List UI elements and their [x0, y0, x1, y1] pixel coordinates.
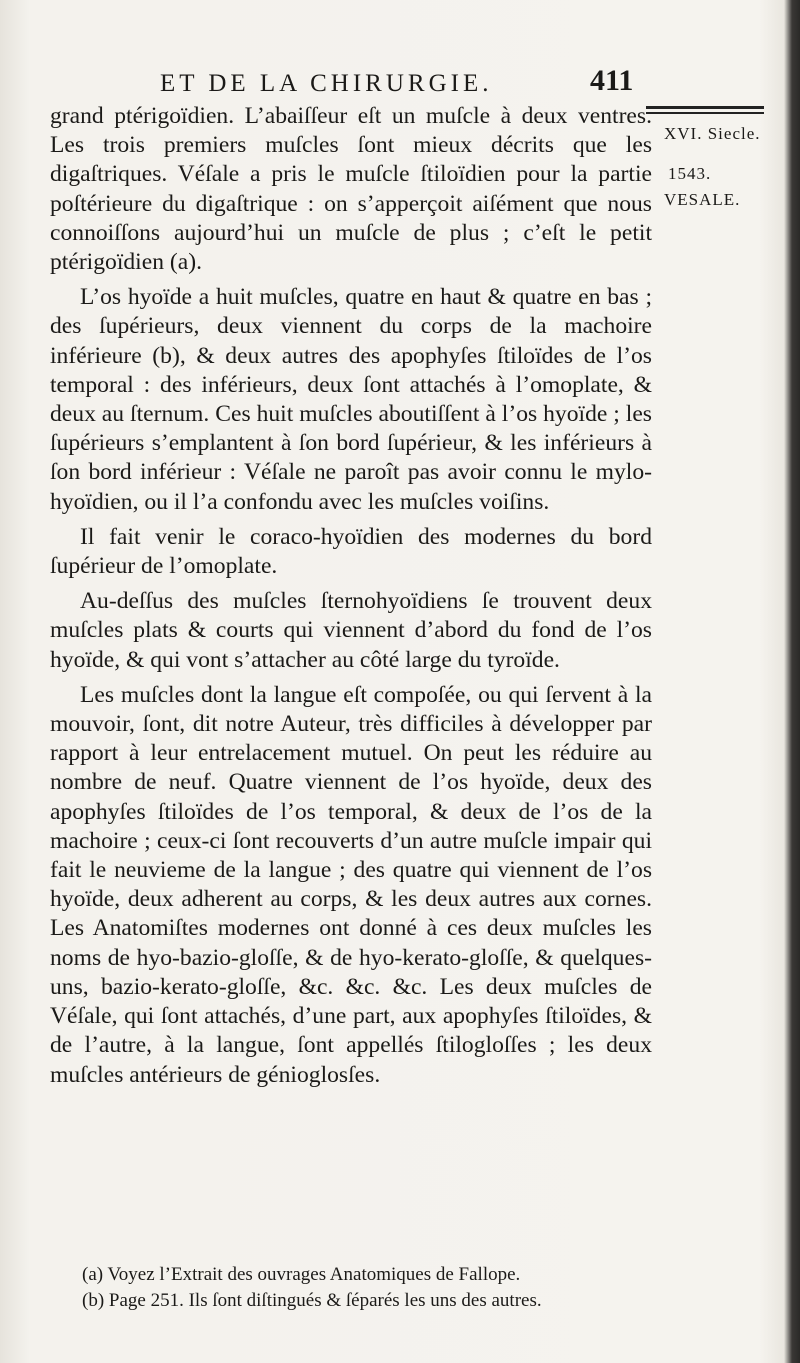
footnotes: [82, 1262, 642, 1314]
margin-year: 1543.: [668, 164, 712, 183]
paragraph: Au-deſſus des muſcles ſternohyoïdiens ſe trouvent deux muſcles plats & courts qui viennent d’abord du fond de l’os hyoïde, & qui vont s’attacher au côté large du tyroïde.: [50, 588, 652, 673]
margin-rule-secondary: [646, 112, 764, 114]
footnote: (b) Page 251. Ils ſont diſtingués & ſéparés les uns des autres.: [82, 1290, 542, 1311]
margin-rule: [646, 106, 764, 109]
page-header: [150, 62, 670, 102]
paragraph: Les muſcles dont la langue eſt compoſée, ou qui ſervent à la mouvoir, ſont, dit notre Auteur, très difficiles à développer par rapport à leur entrelacement mutuel. On peut les réduire au nombre de neuf. Quatre viennent de l’os hyoïde, deux des apophyſes ſtiloïdes de l’os temporal, & deux de l’os de la machoire ; ceux-ci ſont recouverts d’un autre muſcle impair qui fait le neuvieme de la langue ; des quatre qui viennent de l’os hyoïde, deux adherent au corps, & les deux autres aux cornes. Les Anatomiſtes modernes ont donné à ces deux muſcles les noms de hyo-bazio-gloſſe, & de hyo-kerato-gloſſe, & quelques-uns, bazio-kerato-gloſſe, &c. &c. &c. Les deux muſcles de Véſale, qui ſont attachés, d’une part, aux apophyſes ſtiloïdes, & de l’autre, à la langue, ſont appellés ſtilogloſſes ; les deux muſcles antérieurs de génioglosſes.: [50, 681, 652, 1088]
body-text: [50, 102, 652, 1096]
running-title: ET DE LA CHIRURGIE.: [160, 70, 493, 97]
margin-author: VESALE.: [664, 190, 741, 209]
margin-century: XVI. Siecle.: [664, 124, 761, 143]
footnote: (a) Voyez l’Extrait des ouvrages Anatomiques de Fallope.: [82, 1264, 521, 1285]
page-number: 411: [590, 64, 634, 97]
paragraph: Il fait venir le coraco-hyoïdien des modernes du bord ſupérieur de l’omoplate.: [50, 523, 652, 580]
paragraph: L’os hyoïde a huit muſcles, quatre en haut & quatre en bas ; des ſupérieurs, deux viennent du corps de la machoire inférieure (b), & deux autres des apophyſes ſtiloïdes de l’os temporal : des inférieurs, deux ſont attachés à l’omoplate, & deux au ſternum. Ces huit muſcles aboutiſſent à l’os hyoïde ; les ſupérieurs s’emplantent à ſon bord ſupérieur, & les inférieurs à ſon bord inférieur : Véſale ne paroît pas avoir connu le mylo-hyoïdien, ou il l’a confondu avec les muſcles voiſins.: [50, 284, 652, 515]
paragraph: grand ptérigoïdien. L’abaiſſeur eſt un muſcle à deux ventres. Les trois premiers muſcles ſont mieux décrits que les digaſtriques. Véſale a pris le muſcle ſtiloïdien pour la partie poſtérieure du digaſtrique : on s’apperçoit aiſément que nous connoiſſons aujourd’hui un muſcle de plus ; c’eſt le petit ptérigoïdien (a).: [50, 103, 652, 276]
